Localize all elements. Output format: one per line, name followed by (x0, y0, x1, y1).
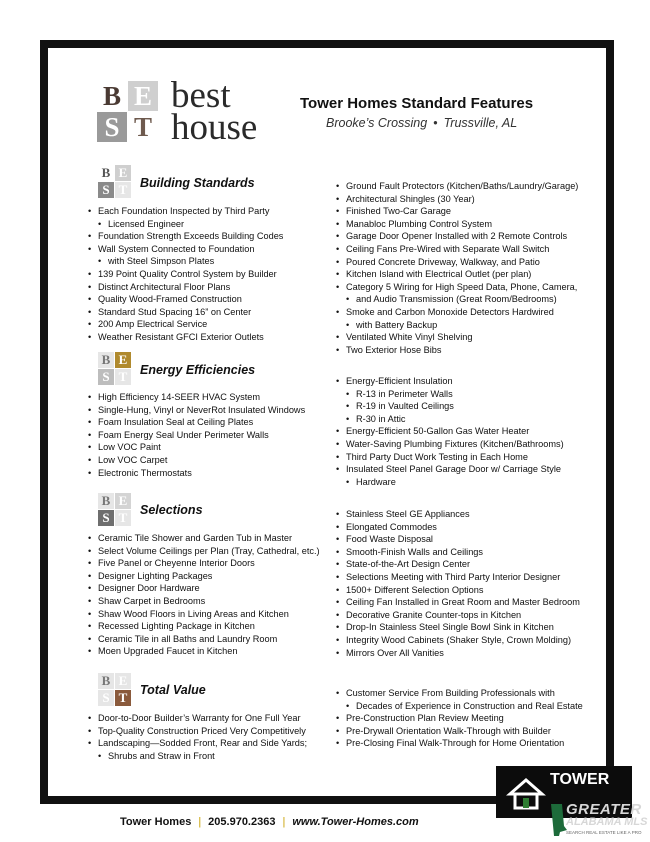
mls-line-2: ALABAMA MLS (566, 816, 648, 828)
subtitle-separator: • (433, 116, 438, 130)
list-item: • Each Foundation Inspected by Third Party (88, 205, 328, 218)
list-item: • Shaw Carpet in Bedrooms (88, 595, 328, 608)
list-item: • and Audio Transmission (Great Room/Bedrooms) (336, 293, 596, 306)
logo-letter-grid (97, 81, 159, 143)
list-item: • Smooth-Finish Walls and Ceilings (336, 546, 596, 559)
list-item: • Decorative Granite Counter-tops in Kitchen (336, 609, 596, 622)
list-item: • Third Party Duct Work Testing in Each Home (336, 451, 596, 464)
tower-logo-text: TOWER (550, 771, 610, 788)
list-item: • Landscaping—Sodded Front, Rear and Side Yards; (88, 737, 328, 750)
list-item: • Insulated Steel Panel Garage Door w/ Carriage Style (336, 463, 596, 476)
total-value-heading: Total Value (140, 683, 206, 697)
list-item: • Pre-Drywall Orientation Walk-Through with Builder (336, 725, 596, 738)
logo-word-best: best (171, 75, 231, 116)
list-item: • Decades of Experience in Construction and Real Estate (336, 700, 596, 713)
list-item: • Shaw Wood Floors in Living Areas and Kitchen (88, 608, 328, 621)
selections-section-icon (98, 493, 131, 526)
list-item: • Quality Wood-Framed Construction (88, 293, 328, 306)
title-block (300, 95, 550, 130)
building-left-list (88, 205, 328, 344)
icon-letter-s: S (98, 690, 114, 706)
list-item: • Smoke and Carbon Monoxide Detectors Hardwired (336, 306, 596, 319)
list-item: • Energy-Efficient 50-Gallon Gas Water Heater (336, 425, 596, 438)
list-item: • Low VOC Carpet (88, 454, 328, 467)
list-item: • Distinct Architectural Floor Plans (88, 281, 328, 294)
list-item: • Mirrors Over All Vanities (336, 647, 596, 660)
list-item: • Foam Insulation Seal at Ceiling Plates (88, 416, 328, 429)
footer-phone: 205.970.2363 (208, 816, 276, 828)
list-item: • Recessed Lighting Package in Kitchen (88, 620, 328, 633)
list-item: • Designer Door Hardware (88, 582, 328, 595)
list-item: • Pre-Construction Plan Review Meeting (336, 712, 596, 725)
list-item: • Ceramic Tile Shower and Garden Tub in Master (88, 532, 328, 545)
community-name: Brooke’s Crossing (326, 116, 428, 130)
icon-letter-b: B (98, 352, 114, 368)
list-item: • Five Panel or Cheyenne Interior Doors (88, 557, 328, 570)
list-item: • Ground Fault Protectors (Kitchen/Baths/Laundry/Garage) (336, 180, 596, 193)
value-right-list (336, 687, 596, 750)
list-item: • Top-Quality Construction Priced Very Competitively (88, 725, 328, 738)
page-subtitle (300, 116, 550, 130)
logo-letter-e: E (128, 81, 158, 111)
footer-separator: | (198, 816, 202, 828)
icon-letter-t: T (115, 182, 131, 198)
list-item: • Architectural Shingles (30 Year) (336, 193, 596, 206)
list-item: • Wall System Connected to Foundation (88, 243, 328, 256)
list-item: • with Steel Simpson Plates (88, 255, 328, 268)
energy-section-icon (98, 352, 131, 385)
list-item: • Pre-Closing Final Walk-Through for Home Orientation (336, 737, 596, 750)
list-item: • Foundation Strength Exceeds Building Codes (88, 230, 328, 243)
icon-letter-s: S (98, 510, 114, 526)
icon-letter-b: B (98, 673, 114, 689)
greater-alabama-mls-watermark (548, 796, 650, 842)
mls-tagline: SEARCH REAL ESTATE LIKE A PRO (566, 830, 642, 835)
list-item: • Poured Concrete Driveway, Walkway, and Patio (336, 256, 596, 269)
list-item: • Stainless Steel GE Appliances (336, 508, 596, 521)
list-item: • Water-Saving Plumbing Fixtures (Kitchen/Bathrooms) (336, 438, 596, 451)
list-item: • Select Volume Ceilings per Plan (Tray, Cathedral, etc.) (88, 545, 328, 558)
list-item: • Ceramic Tile in all Baths and Laundry Room (88, 633, 328, 646)
list-item: • Selections Meeting with Third Party Interior Designer (336, 571, 596, 584)
energy-left-list (88, 391, 328, 479)
footer-website-link[interactable]: www.Tower-Homes.com (292, 816, 419, 828)
icon-letter-s: S (98, 369, 114, 385)
list-item: • Designer Lighting Packages (88, 570, 328, 583)
list-item: • 200 Amp Electrical Service (88, 318, 328, 331)
list-item: • Food Waste Disposal (336, 533, 596, 546)
energy-right-list (336, 375, 596, 488)
list-item: • Elongated Commodes (336, 521, 596, 534)
logo-letter-b: B (97, 81, 127, 111)
list-item: • Electronic Thermostats (88, 467, 328, 480)
logo-letter-t: T (128, 112, 158, 142)
list-item: • Single-Hung, Vinyl or NeverRot Insulated Windows (88, 404, 328, 417)
icon-letter-b: B (98, 165, 114, 181)
list-item: • Category 5 Wiring for High Speed Data, Phone, Camera, (336, 281, 596, 294)
list-item: • Shrubs and Straw in Front (88, 750, 328, 763)
building-section-icon (98, 165, 131, 198)
list-item: • R-30 in Attic (336, 413, 596, 426)
list-item: • R-19 in Vaulted Ceilings (336, 400, 596, 413)
icon-letter-e: E (115, 673, 131, 689)
icon-letter-e: E (115, 352, 131, 368)
list-item: • Weather Resistant GFCI Exterior Outlets (88, 331, 328, 344)
list-item: • Customer Service From Building Professionals with (336, 687, 596, 700)
logo-letter-s: S (97, 112, 127, 142)
icon-letter-t: T (115, 510, 131, 526)
selections-right-list (336, 508, 596, 659)
list-item: • Drop-In Stainless Steel Single Bowl Sink in Kitchen (336, 621, 596, 634)
icon-letter-e: E (115, 493, 131, 509)
building-right-list (336, 180, 596, 356)
house-icon (504, 772, 548, 812)
list-item: • Licensed Engineer (88, 218, 328, 231)
list-item: • State-of-the-Art Design Center (336, 558, 596, 571)
list-item: • Energy-Efficient Insulation (336, 375, 596, 388)
value-left-list (88, 712, 328, 762)
footer (120, 816, 419, 828)
list-item: • Ceiling Fan Installed in Great Room and Master Bedroom (336, 596, 596, 609)
list-item: • Ceiling Fans Pre-Wired with Separate Wall Switch (336, 243, 596, 256)
logo-word-house: house (171, 107, 258, 148)
list-item: • High Efficiency 14-SEER HVAC System (88, 391, 328, 404)
icon-letter-s: S (98, 182, 114, 198)
energy-efficiencies-heading: Energy Efficiencies (140, 363, 256, 377)
list-item: • Foam Energy Seal Under Perimeter Walls (88, 429, 328, 442)
footer-company: Tower Homes (120, 816, 192, 828)
alabama-map-icon (548, 802, 568, 838)
list-item: • Moen Upgraded Faucet in Kitchen (88, 645, 328, 658)
list-item: • 139 Point Quality Control System by Builder (88, 268, 328, 281)
icon-letter-e: E (115, 165, 131, 181)
icon-letter-b: B (98, 493, 114, 509)
location: Trussville, AL (443, 116, 518, 130)
icon-letter-t: T (115, 690, 131, 706)
building-standards-heading: Building Standards (140, 176, 255, 190)
list-item: • Ventilated White Vinyl Shelving (336, 331, 596, 344)
list-item: • Kitchen Island with Electrical Outlet (per plan) (336, 268, 596, 281)
list-item: • with Battery Backup (336, 319, 596, 332)
selections-heading: Selections (140, 503, 203, 517)
page-title: Tower Homes Standard Features (300, 95, 534, 112)
list-item: • Hardware (336, 476, 596, 489)
list-item: • Integrity Wood Cabinets (Shaker Style, Crown Molding) (336, 634, 596, 647)
list-item: • Two Exterior Hose Bibs (336, 344, 596, 357)
list-item: • R-13 in Perimeter Walls (336, 388, 596, 401)
list-item: • Door-to-Door Builder’s Warranty for One Full Year (88, 712, 328, 725)
list-item: • Manabloc Plumbing Control System (336, 218, 596, 231)
list-item: • Garage Door Opener Installed with 2 Remote Controls (336, 230, 596, 243)
selections-left-list (88, 532, 328, 658)
list-item: • 1500+ Different Selection Options (336, 584, 596, 597)
list-item: • Standard Stud Spacing 16” on Center (88, 306, 328, 319)
list-item: • Finished Two-Car Garage (336, 205, 596, 218)
footer-separator: | (282, 816, 286, 828)
list-item: • Low VOC Paint (88, 441, 328, 454)
mls-line-1: GREATER (566, 801, 642, 818)
icon-letter-t: T (115, 369, 131, 385)
total-value-section-icon (98, 673, 131, 706)
